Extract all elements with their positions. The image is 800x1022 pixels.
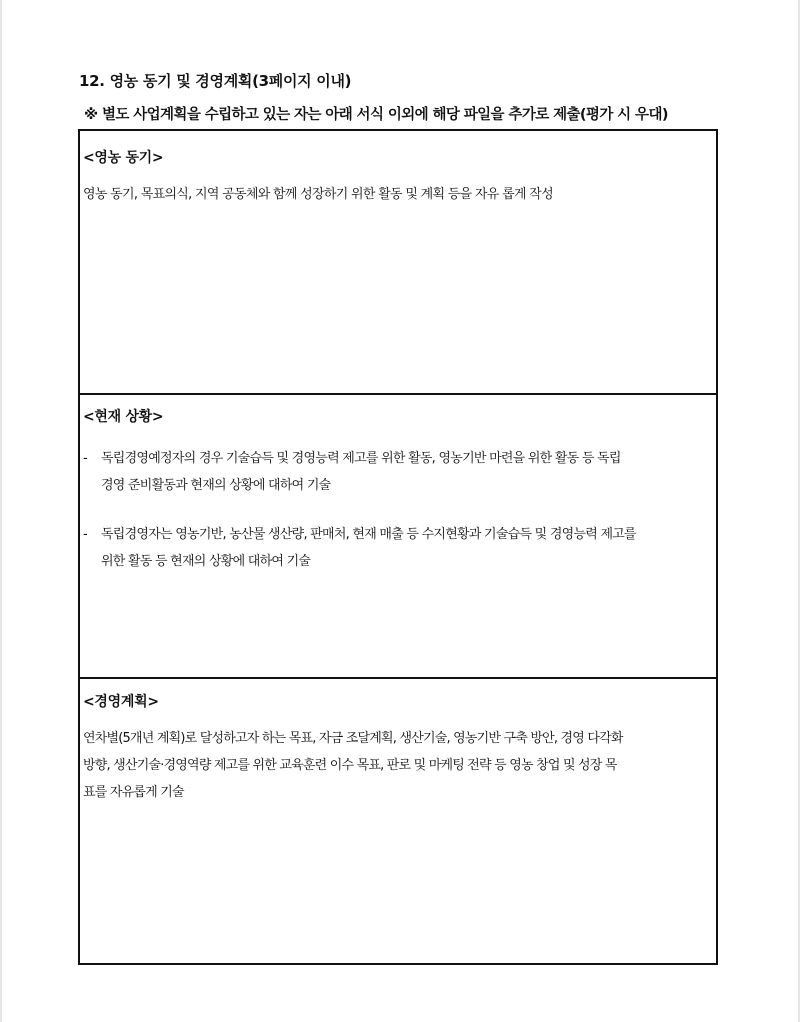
list-item — [83, 521, 712, 575]
farming-motive-box[interactable] — [80, 131, 716, 393]
list-item-line: 독립경영자는 영농기반, 농산물 생산량, 판매처, 현재 매출 등 수지현황과 기술습득 및 경영능력 제고를 — [101, 527, 636, 542]
instruction-line: 방향, 생산기술·경영역량 제고를 위한 교육훈련 이수 목표, 판로 및 마케팅 전략 등 영농 창업 및 성장 목 — [83, 758, 617, 773]
list-item-line: 위한 활동 등 현재의 상황에 대하여 기술 — [101, 554, 311, 569]
instruction-line: 표를 자유롭게 기술 — [83, 785, 184, 800]
current-status-list — [83, 445, 712, 575]
current-status-box[interactable] — [80, 393, 716, 677]
bullet-dash: - — [83, 527, 87, 542]
management-plan-header: <경영계획> — [83, 694, 159, 710]
list-item-line: 경영 준비활동과 현재의 상황에 대하여 기술 — [101, 478, 331, 493]
section-title: 12. 영농 동기 및 경영계획(3페이지 이내) — [79, 72, 352, 90]
business-plan-form — [78, 129, 718, 965]
farming-motive-header: <영농 동기> — [83, 150, 164, 166]
submission-notice: ※ 별도 사업계획을 수립하고 있는 자는 아래 서식 이외에 해당 파일을 추가로 제출(평가 시 우대) — [84, 107, 668, 123]
current-status-header: <현재 상황> — [83, 409, 164, 425]
management-plan-instructions — [83, 725, 712, 806]
page-edge-left — [0, 0, 2, 1022]
bullet-dash: - — [83, 451, 87, 466]
list-item-line: 독립경영예정자의 경우 기술습득 및 경영능력 제고를 위한 활동, 영농기반 마련을 위한 활동 등 독립 — [101, 451, 621, 466]
instruction-line: 연차별(5개년 계획)로 달성하고자 하는 목표, 자금 조달계획, 생산기술, 영농기반 구축 방안, 경영 다각화 — [83, 731, 623, 746]
list-item — [83, 445, 712, 499]
farming-motive-instructions: 영농 동기, 목표의식, 지역 공동체와 함께 성장하기 위한 활동 및 계획 등을 자유 롭게 작성 — [83, 187, 553, 202]
management-plan-box[interactable] — [80, 677, 716, 963]
